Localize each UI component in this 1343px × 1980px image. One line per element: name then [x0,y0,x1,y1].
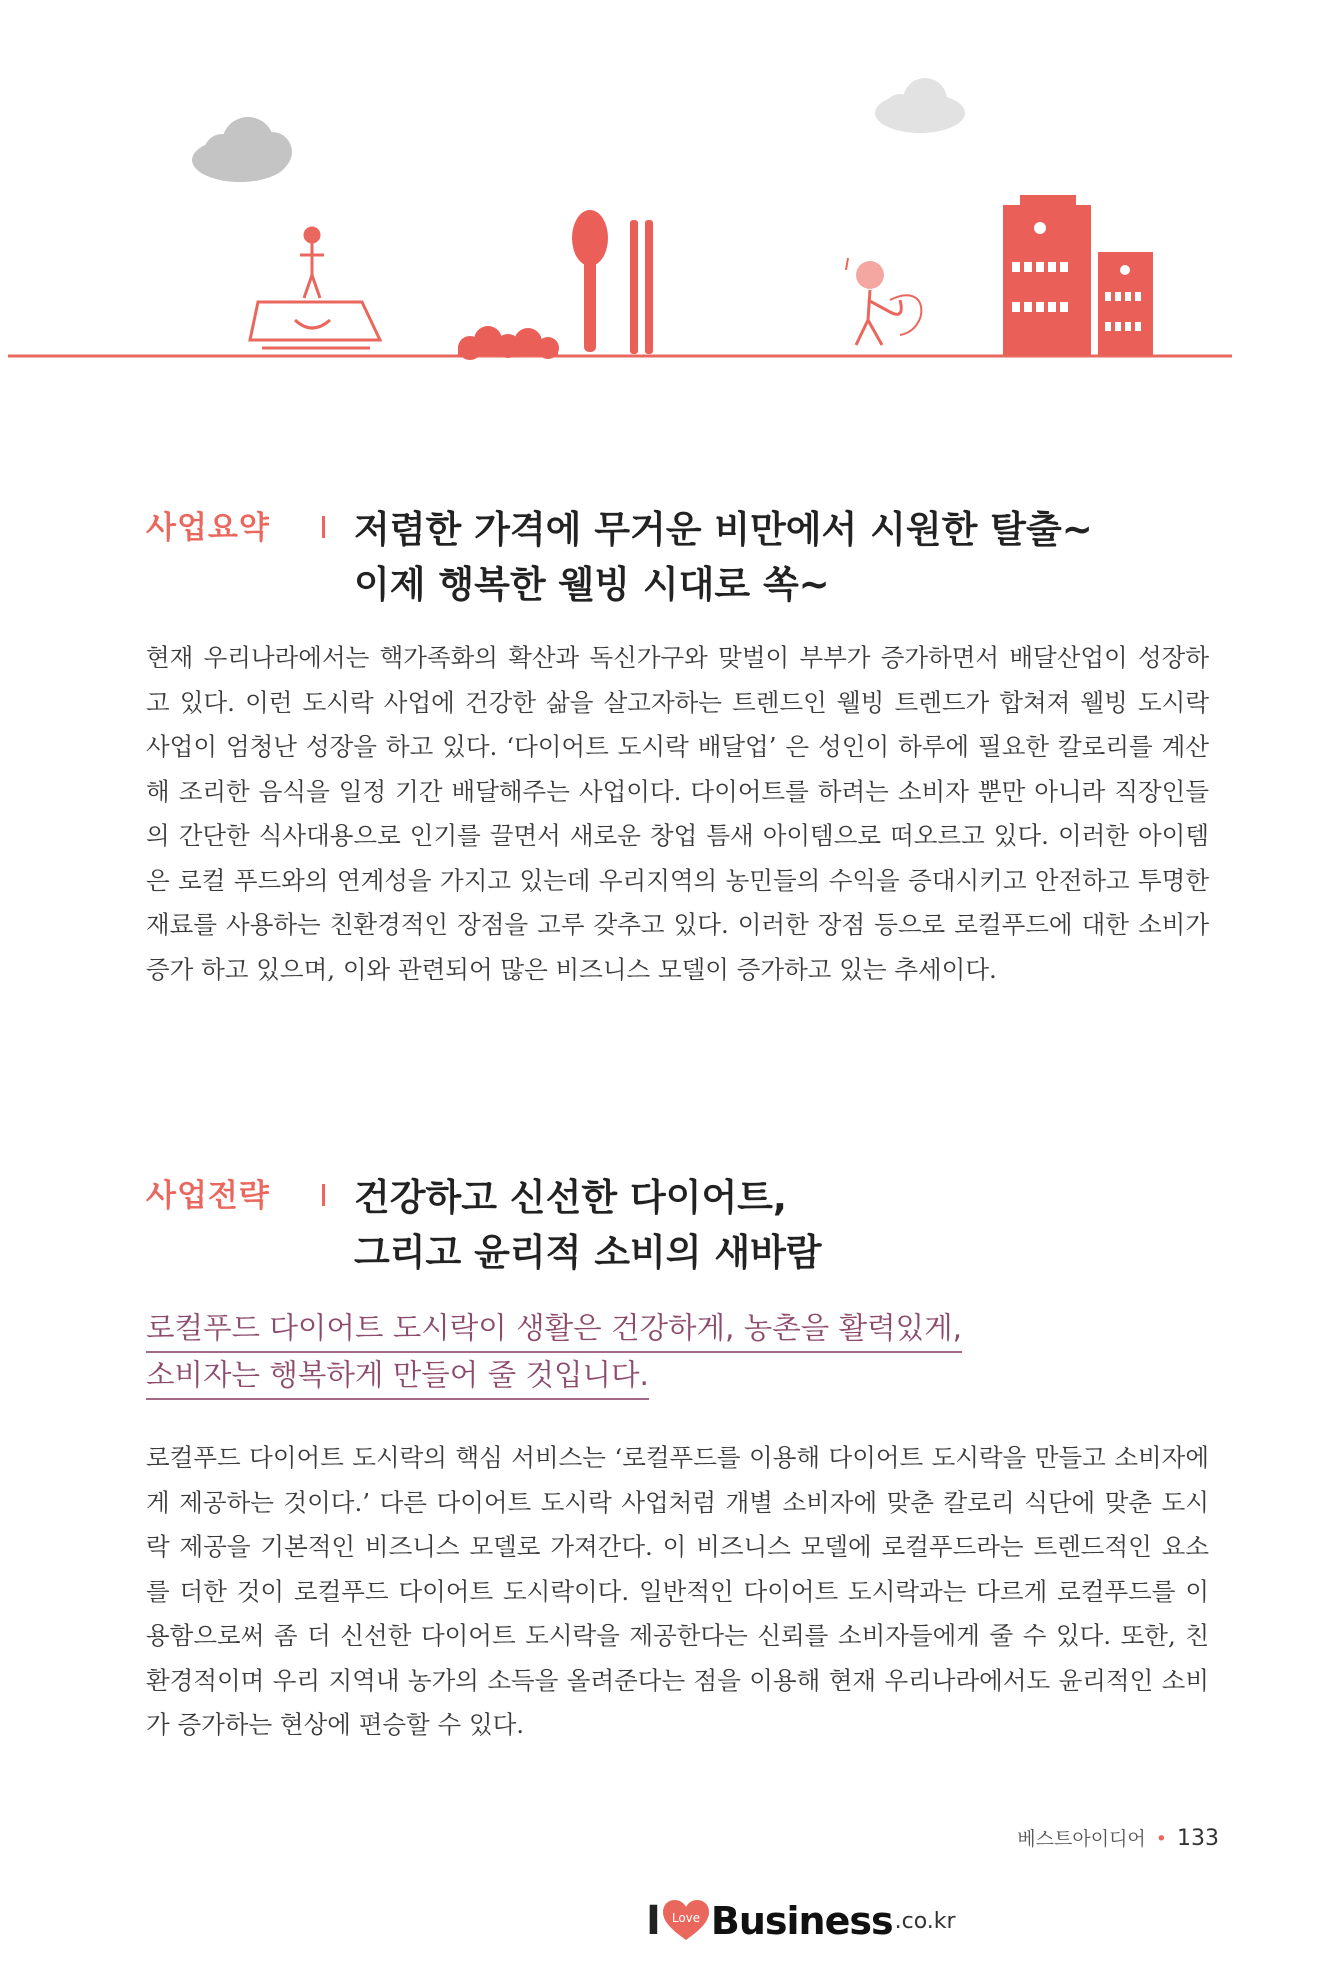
person-on-scale-icon [250,228,380,348]
strategy-label: 사업전략 [146,1178,270,1214]
summary-title-line2: 이제 행복한 웰빙 시대로 쏙~ [354,563,830,606]
strategy-title [354,1170,822,1280]
building-icon [1003,195,1153,355]
highlight-line2: 소비자는 행복하게 만들어 줄 것입니다. [146,1353,649,1400]
heading-divider [322,516,325,538]
brand-i: I [646,1898,661,1944]
heart-icon [663,1900,709,1942]
highlight-line1: 로컬푸드 다이어트 도시락이 생활은 건강하게, 농촌을 활력있게, [146,1306,962,1353]
page-number: 133 [1177,1826,1219,1851]
tired-person-icon [846,258,921,345]
heart-text: Love [671,1911,701,1925]
spoon-icon [572,210,608,352]
header-illustration [0,0,1343,380]
strategy-body: 로컬푸드 다이어트 도시락의 핵심 서비스는 ‘로컬푸드를 이용해 다이어트 도시락을 만들고 소비자에게 제공하는 것이다.’ 다른 다이어트 도시락 사업처럼 개별 소비자에 맞춘 칼로리 식단에 맞춘 도시락 제공을 기본적인 비즈니스 모델로 가져간다. 이 비즈니스 모델에 로컬푸드라는 트렌드적인 요소를 더한 것이 로컬푸드 다이어트 도시락이다. 일반적인 다이어트 도시락과는 다르게 로컬푸드를 이용함으로써 좀 더 신선한 다이어트 도시락을 제공한다는 신뢰를 소비자들에게 줄 수 있다. 또한, 친환경적이며 우리 지역내 농가의 소득을 올려준다는 점을 이용해 현재 우리나라에서도 윤리적인 소비가 증가하는 현상에 편승할 수 있다. [146,1443,1209,1739]
cloud-icon [192,117,292,182]
footer-separator: • [1155,1828,1167,1850]
summary-title [354,502,1093,612]
chopsticks-icon [630,220,653,354]
strategy-title-line1: 건강하고 신선한 다이어트, [354,1176,787,1219]
page-footer [1017,1824,1219,1851]
series-name: 베스트아이디어 [1017,1828,1146,1850]
summary-title-line1: 저렴한 가격에 무거운 비만에서 시원한 탈출~ [354,508,1093,551]
heading-divider [322,1184,325,1206]
brand-main: Business [710,1899,893,1943]
cloud-icon [875,78,965,133]
strategy-heading [146,1170,822,1274]
brand-domain: .co.kr [894,1908,956,1934]
strategy-highlight [146,1306,962,1400]
summary-heading [146,502,1093,606]
brand-logo [646,1898,956,1944]
summary-label: 사업요약 [146,510,270,546]
bush-icon [458,326,559,360]
strategy-title-line2: 그리고 윤리적 소비의 새바람 [354,1231,822,1274]
summary-body: 현재 우리나라에서는 핵가족화의 확산과 독신가구와 맞벌이 부부가 증가하면서 배달산업이 성장하고 있다. 이런 도시락 사업에 건강한 삶을 살고자하는 트렌드인 웰빙 트렌드가 합쳐져 웰빙 도시락 사업이 엄청난 성장을 하고 있다. ‘다이어트 도시락 배달업’ 은 성인이 하루에 필요한 칼로리를 계산해 조리한 음식을 일정 기간 배달해주는 사업이다. 다이어트를 하려는 소비자 뿐만 아니라 직장인들의 간단한 식사대용으로 인기를 끌면서 새로운 창업 틈새 아이템으로 떠오르고 있다. 이러한 아이템은 로컬 푸드와의 연계성을 가지고 있는데 우리지역의 농민들의 수익을 증대시키고 안전하고 투명한 재료를 사용하는 친환경적인 장점을 고루 갖추고 있다. 이러한 장점 등으로 로컬푸드에 대한 소비가 증가 하고 있으며, 이와 관련되어 많은 비즈니스 모델이 증가하고 있는 추세이다. [146,643,1209,984]
